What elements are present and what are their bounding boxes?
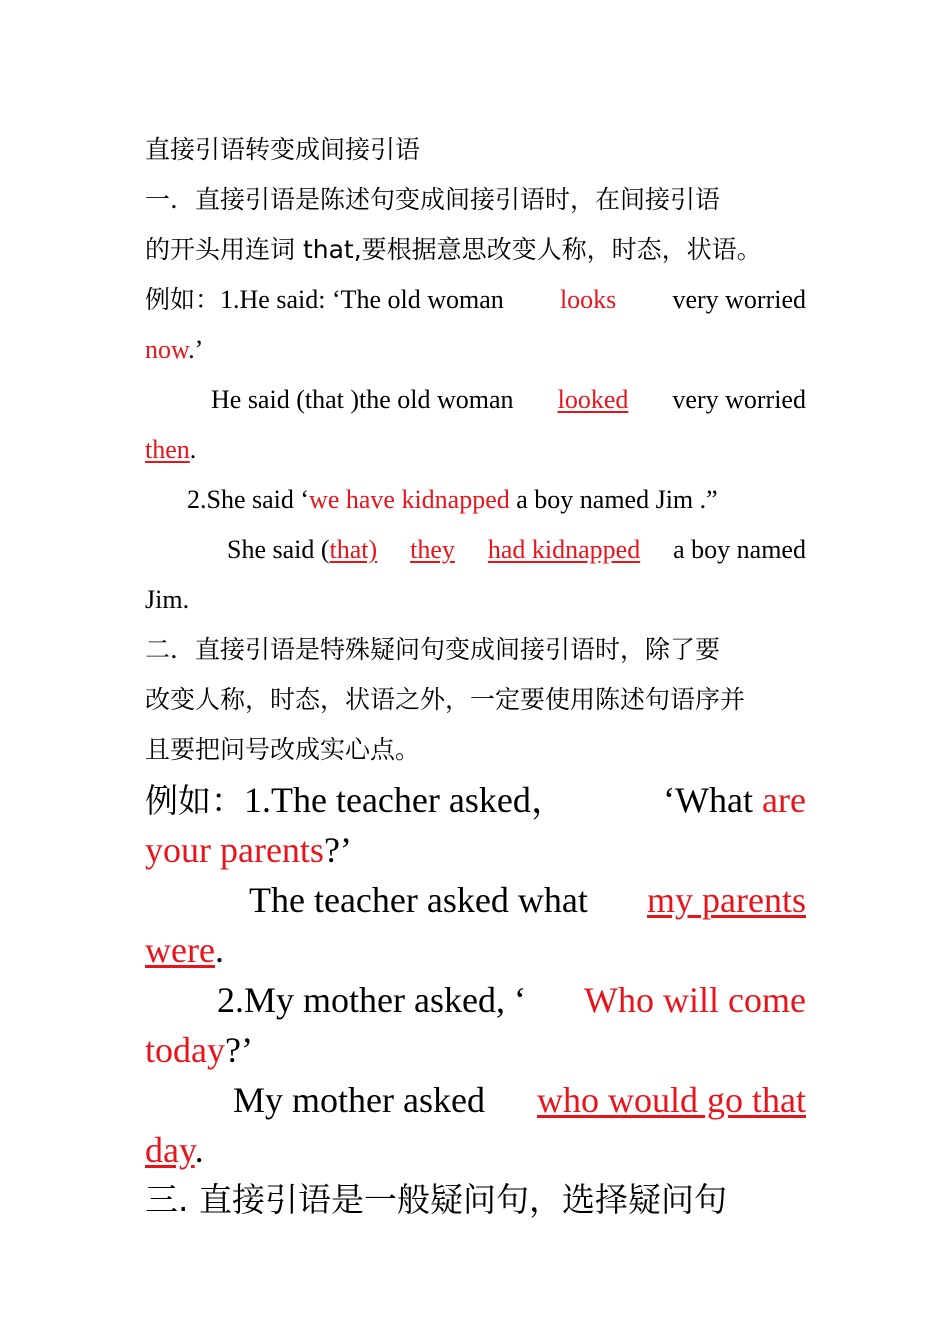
section1-example2 [145,475,806,525]
answer2-text-e: a boy named [673,535,806,564]
document-title: 直接引语转变成间接引语 [145,135,421,164]
answer1-text-a: He said (that )the old woman [211,385,514,414]
example-label: 例如： [145,285,221,314]
example1-text-a: 1.He said: ‘The old woman [220,285,504,314]
section2-answer1 [145,875,806,925]
answer1-verb: looked [557,385,629,414]
s2-answer2-end: . [194,1130,204,1170]
s2-example1-text-a: 1.The teacher asked， [244,780,567,820]
example1-end: .’ [188,335,204,364]
example2-verb: we have kidnapped [309,485,510,514]
section1-answer2 [145,525,806,575]
section2-example2 [145,975,806,1025]
s2-example2-end: ?’ [224,1030,253,1070]
section2-example1-cont [145,825,806,875]
example2-text-c: a boy named Jim .” [509,485,718,514]
example1-adverb: now [145,335,189,364]
s2-answer1-subject: my parents [647,880,806,920]
example1-text-c: very worried [672,285,806,314]
s2-example2-question: Who will come [584,980,806,1020]
section2-rule-line2: 改变人称，时态，状语之外，一定要使用陈述句语序并 [145,685,746,714]
answer1-adverb: then [145,435,190,464]
section2-answer2 [145,1075,806,1125]
answer2-pronoun: they [410,535,455,564]
answer2-text-a: She said ( [227,535,330,564]
section1-example1 [145,275,806,325]
section3-rule-line1: 三. 直接引语是一般疑问句，选择疑问句 [145,1180,727,1219]
document-page [145,125,806,1225]
s2-answer1-text-a: The teacher asked what [249,880,588,920]
s2-example1-quote: ‘What [663,780,754,820]
section1-rule-line1: 一．直接引语是陈述句变成间接引语时，在间接引语 [145,185,721,214]
section2-answer2-cont [145,1125,806,1175]
s2-example2-text-a: 2.My mother asked, ‘ [217,980,526,1020]
example2-text-a: 2.She said ‘ [187,485,310,514]
s2-answer2-day: day [145,1130,195,1170]
example-label: 例如： [145,781,244,820]
s2-answer2-text-a: My mother asked [233,1080,485,1120]
s2-answer1-end: . [214,930,224,970]
s2-example1-verb: are [762,780,806,820]
s2-answer1-verb: were [145,930,215,970]
s2-answer2-clause: who would go that [537,1080,806,1120]
section1-rule-line2: 的开头用连词 that,要根据意思改变人称，时态，状语。 [145,235,762,264]
s2-example1-subject: your parents [145,830,324,870]
answer1-text-c: very worried [672,385,806,414]
section1-answer1 [145,375,806,425]
section2-rule-line1: 二．直接引语是特殊疑问句变成间接引语时，除了要 [145,635,721,664]
section2-answer1-cont [145,925,806,975]
section2-example2-cont [145,1025,806,1075]
section2-rule-line3: 且要把问号改成实心点。 [145,735,421,764]
example1-verb: looks [559,285,617,314]
answer2-verb: had kidnapped [487,535,641,564]
section1-example1-cont [145,325,806,375]
section1-answer2-cont: Jim. [145,585,190,614]
s2-example1-end: ?’ [323,830,352,870]
section2-example1 [145,775,806,825]
section1-answer1-cont [145,425,806,475]
s2-example2-adverb: today [145,1030,225,1070]
answer2-that: that) [329,535,378,564]
answer1-end: . [189,435,197,464]
